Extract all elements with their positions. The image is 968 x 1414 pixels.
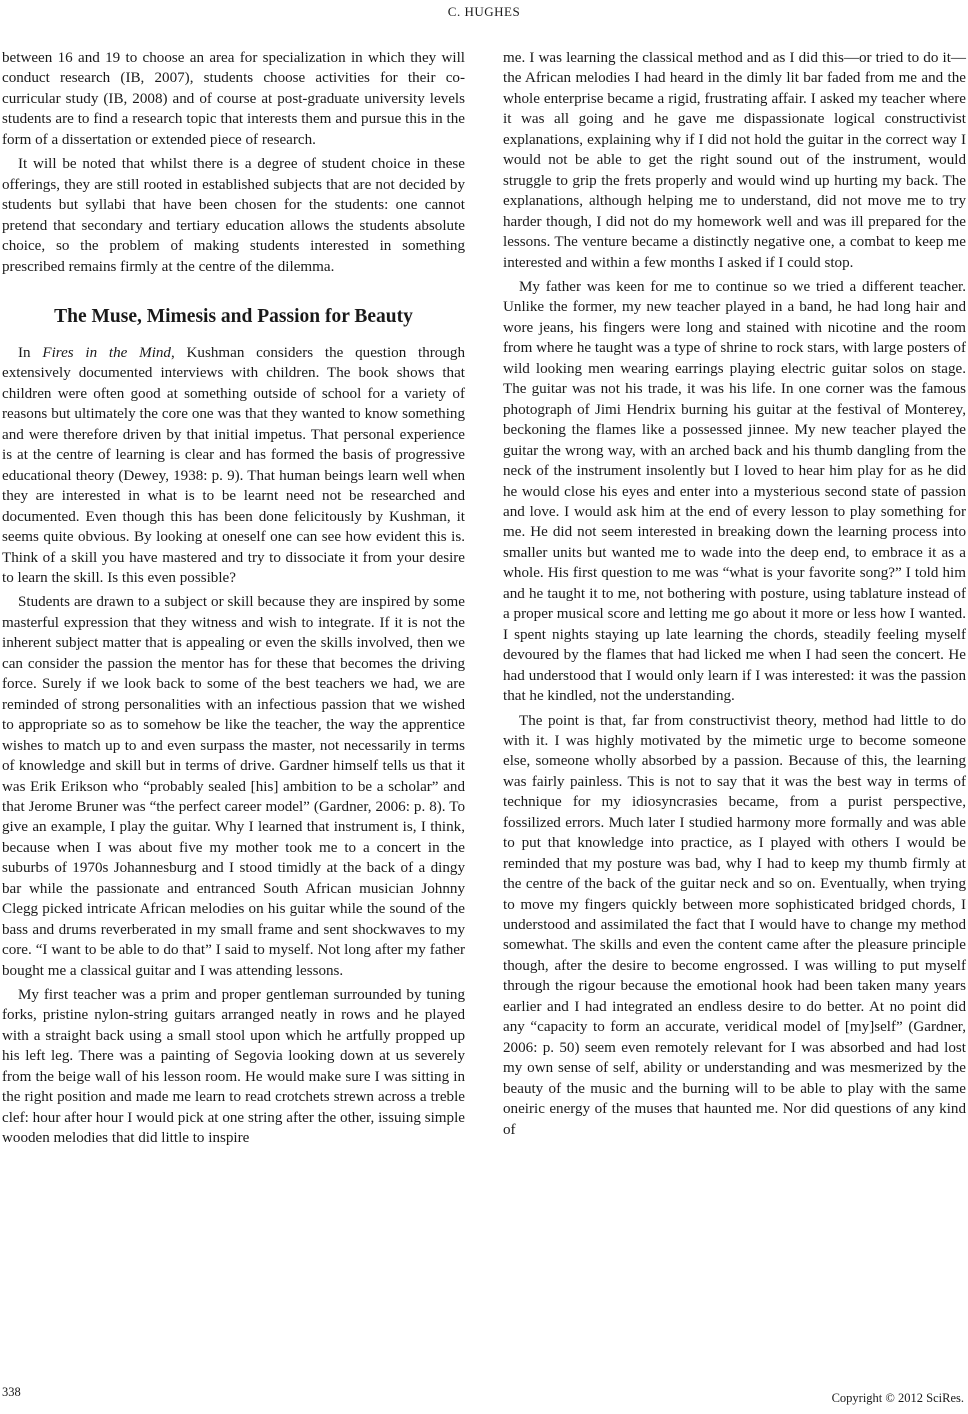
paragraph: Students are drawn to a subject or skill because they are inspired by some masterful expression that they witness and wish to integrate. If it is not the inherent subject matter that is appealing or even the skills involved, then we can consider the passion the mentor has for these that becomes the driving force. Surely if we look back to some of the best teachers we had, we are reminded of strong personalities with an infectious passion that we wished to appropriate so as to somehow be like the teacher, the way the apprentice wishes to match up to and even surpass the master, not necessarily in terms of knowledge and skill but in terms of drive. Gardner himself tells us that it was Erik Erikson who “probably sealed [his] ambition to be a scholar” and that Jerome Bruner was “the perfect career model” (Gardner, 2006: p. 8). To give an example, I play the guitar. Why I learned that instrument is, I think, because when I was about five my mother took me to a concert in the suburbs of 1970s Johannesburg and I stood timidly at the back of a dingy bar while the passionate and entranced South African musician Johnny Clegg picked intricate African melodies on his guitar while the sound of the bass and drums reverberated in my small frame and sent shockwaves to my core. “I want to be able to do that” I said to myself. Not long after my father bought me a classical guitar and I was attending lessons.: [2, 594, 465, 979]
paragraph-lead: In: [18, 344, 43, 361]
paragraph: My first teacher was a prim and proper gentleman surrounded by tuning forks, pristine nylon-string guitars arranged neatly in rows and he played with a straight back using a small stool upon which he artfully propped up his left leg. There was a painting of Segovia looking down at us severely from the beige wall of his lesson room. He would make sure I was sitting in the right position and made me learn to read crotchets strewn across a treble clef: hour after hour I would pick at one string after the other, issuing simple wooden melodies that did little to inspire: [2, 987, 465, 1147]
paragraph: me. I was learning the classical method and as I did this—or tried to do it—the African melodies I had heard in the dimly lit bar faded from me and the whole enterprise became a rigid, frustrating affair. I asked my teacher where it was all going and he gave me dispassionate logical constructivist explanations, explaining why if I did not hold the guitar in the correct way I would not be able to get the right sound out of the instrument, would struggle to grip the frets properly and would wind up hurting my back. The explanations, although helping me to understand, did not move me to try harder though, I did not do my homework well and was ill prepared for the lessons. The venture became a distinctly negative one, a combat to keep me interested and within a few months I asked if I could stop.: [503, 50, 966, 271]
paragraph: between 16 and 19 to choose an area for specialization in which they will conduct research (IB, 2007), students choose activities for their co-curricular study (IB, 2008) and of course at post-graduate university levels students are to find a research topic that interests them and pursue this in the form of a dissertation or extended piece of research.: [2, 50, 465, 148]
paragraph-rest: , Kushman considers the question through extensively documented interviews with children. The book shows that children were often good at something outside of school for a variety of reasons but ultimately the core one was that they wanted to know something and were therefore driven by that initial impetus. That personal experience is at the centre of learning is clear and has formed the basis of progressive educational theory (Dewey, 1938: p. 9). That human beings learn well when they are interested in what is to be learnt need not be researched and documented. Even though this has been done felicitously by Kushman, it seems quite obvious. By looking at oneself one can see how evident this is. Think of a skill you have mastered and try to dissociate it from your desire to learn the skill. Is this even possible?: [2, 344, 465, 586]
copyright-notice: Copyright © 2012 SciRes.: [831, 1391, 964, 1405]
left-column: [2, 48, 465, 1149]
paragraph: It will be noted that whilst there is a degree of student choice in these offerings, they are still rooted in established subjects that are not decided by students but syllabi that have been chosen for the students: one cannot pretend that secondary and tertiary education allows the students absolute choice, so the problem of making students interested in something prescribed remains firmly at the centre of the dilemma.: [2, 156, 465, 275]
paragraph: My father was keen for me to continue so we tried a different teacher. Unlike the former, my new teacher played in a band, he had long hair and wore jeans, his fingers were long and stained with nicotine and the room from where he taught was a type of shrine to rock stars, with large posters of wild looking men wearing earrings playing electric guitar solos on stage. The guitar was not his trade, it was his life. In one corner was the famous photograph of Jimi Hendrix burning his guitar at the festival of Monterey, beckoning the flames like a possessed jinnee. My new teacher played the guitar the wrong way, with an arched back and his thumb dangling from the neck of the instrument insolently but I loved to hear him play for as he did he would close his eyes and enter into a mysterious second state of passion and love. I would ask him at the end of every lesson to play something for me. He did not seem interested in breaking down the learning process into smaller units but wanted me to wade into the deep end, to embrace it as a whole. His first question to me was “what is your favorite song?” I told him and he taught it to me, not bothering with posture, using tablature instead of a proper musical score and letting me go about it more or less how I wanted. I spent nights staying up late learning the chords, steadily feeling myself devoured by the flames that had licked me when I had seen the concert. He had understood that I would only learn if I was interested: it was the passion that he kindled, not the understanding.: [503, 278, 966, 705]
page-number: 338: [2, 1385, 21, 1399]
running-head: C. HUGHES: [447, 4, 521, 19]
book-title: Fires in the Mind: [42, 344, 171, 361]
paragraph: The point is that, far from constructivist theory, method had little to do with it. I was highly motivated by the mimetic urge to become someone else, someone wholly absorbed by a passion. Because of this, the learning was fairly painless. This is not to say that it was the best way in terms of technique for my idiosyncrasies became, from a purist perspective, fossilized errors. Much later I studied harmony more formally and was able to put that knowledge into practice, as I played with others I would be reminded that my posture was bad, why I had to keep my thumb firmly at the centre of the back of the guitar neck and so on. Eventually, when trying to move my fingers quickly between more sophisticated bridged chords, I understood and assimilated the fact that I would have to change my method somewhat. The skills and even the content came after the pleasure principle though, after the desire to become engrossed. I was willing to put myself through the rigour because the emotional hook had been taken many years earlier and I had integrated an endless desire to do better. At no point did any “capacity to form an accurate, veridical model of [my]self” (Gardner, 2006: p. 50) seem even remotely relevant for I was absorbed and had lost my own sense of self, ability or understanding and was mesmerized by the beauty of the music and the burning will to be able to play with the same oneiric energy of the muses that haunted me. Nor did questions of any kind of: [503, 712, 966, 1138]
right-column: [503, 48, 966, 1140]
section-heading: The Muse, Mimesis and Passion for Beauty: [54, 305, 413, 327]
paragraph: [2, 343, 465, 588]
